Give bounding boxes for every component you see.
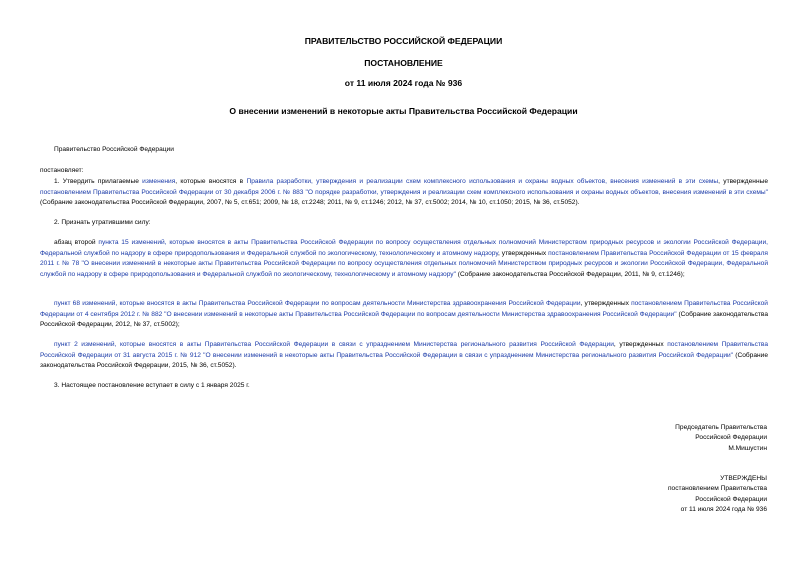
paragraph-3: 3. Настоящее постановление вступает в силу с 1 января 2025 г. xyxy=(54,382,250,389)
link-postanovlenie-882[interactable]: постановлением Правительства Российской Федерации от 4 сентября 2012 г. № 882 "О внесении изменений в некоторые акты Правительства Российской Федерации по вопросам деятельности Министерства здравоохранения Российской Федерации" xyxy=(40,300,768,318)
link-izmeneniya[interactable]: изменения xyxy=(142,178,176,185)
signature-block xyxy=(675,423,767,454)
approved-date: от 11 июля 2024 года № 936 xyxy=(680,506,767,514)
link-punkt-68[interactable]: пункт 68 изменений, которые вносятся в акты Правительства Российской Федерации по вопросам деятельности Министерства здравоохранения Российской Федерации xyxy=(54,300,581,307)
paragraph-2a: абзац второй пункта 15 изменений, которые вносятся в акты Правительства Российской Федерации по вопросу осуществления отдельных полномочий Министерством природных ресурсов и экологии Российской Федерации, Федеральной службой по надзору в сфере природопользования и Федеральной службой по экологическому, технологическому и атомному надзору, утвержденных постановлением Правительства Российской Федерации от 15 февраля 2011 г. № 78 "О внесении изменений в некоторые акты Правительства Российской Федерации по вопросу осуществления отдельных полномочий Министерством природных ресурсов и экологии Российской Федерации, Федеральной службой по надзору в сфере природопользования и Федеральной службой по экологическому, технологическому и атомному надзору" (Собрание законодательства Российской Федерации, 2011, № 9, ст.1246); xyxy=(40,239,769,278)
approved-block xyxy=(668,474,767,516)
approved-organization: Российской Федерации xyxy=(695,495,767,503)
link-postanovlenie-78[interactable]: постановлением Правительства Российской Федерации от 15 февраля 2011 г. № 78 "О внесении изменений в некоторые акты Правительства Российской Федерации по вопросу осуществления отдельных полномочий Министерством природных ресурсов и экологии Российской Федерации, Федеральной службой по надзору в сфере природопользования и Федеральной службой по экологическому, технологическому и атомному надзору" xyxy=(40,249,768,278)
approved-by: постановлением Правительства xyxy=(667,485,767,493)
paragraph-2c: пункт 2 изменений, которые вносятся в акты Правительства Российской Федерации в связи с упразднением Министерства регионального развития Российской Федерации, утвержденных постановлением Правительства Российской Федерации от 31 августа 2015 г. № 912 "О внесении изменений в некоторые акты Правительства Российской Федерации в связи с упразднением Министерства регионального развития Российской Федерации" (Собрание законодательства Российской Федерации, 2015, № 36, ст.5052). xyxy=(40,341,769,370)
intro-text: Правительство Российской Федерации xyxy=(54,146,174,153)
signature-name: М.Мишустин xyxy=(728,444,767,452)
signature-organization: Российской Федерации xyxy=(695,434,767,442)
document-type: ПОСТАНОВЛЕНИЕ xyxy=(364,58,443,68)
link-postanovlenie-912[interactable]: постановлением Правительства Российской Федерации от 31 августа 2015 г. № 912 "О внесении изменений в некоторые акты Правительства Российской Федерации в связи с упразднением Министерства регионального развития Российской Федерации" xyxy=(40,341,769,359)
paragraph-2b: пункт 68 изменений, которые вносятся в акты Правительства Российской Федерации по вопросам деятельности Министерства здравоохранения Российской Федерации, утвержденных постановлением Правительства Российской Федерации от 4 сентября 2012 г. № 882 "О внесении изменений в некоторые акты Правительства Российской Федерации по вопросам деятельности Министерства здравоохранения Российской Федерации" (Собрание законодательства Российской Федерации, 2012, № 37, ст.5002); xyxy=(40,300,768,329)
link-postanovlenie-883[interactable]: постановлением Правительства Российской Федерации от 30 декабря 2006 г. № 883 "О порядке разработки, утверждения и реализации схем комплексного использования и охраны водных объектов, внесения изменений в эти схемы" xyxy=(40,188,768,196)
signature-position: Председатель Правительства xyxy=(675,424,767,431)
link-punkt-2[interactable]: пункт 2 изменений, которые вносятся в акты Правительства Российской Федерации в связи с упразднением Министерства регионального развития Российской Федерации xyxy=(54,341,614,348)
link-pravila[interactable]: Правила разработки, утверждения и реализации схем комплексного использования и охраны водных объектов, внесения изменений в эти схемы xyxy=(246,178,719,185)
link-punkt-15[interactable]: пункта 15 изменений, которые вносятся в акты Правительства Российской Федерации по вопросу осуществления отдельных полномочий Министерством природных ресурсов и экологии Российской Федерации, Федеральной службой по надзору в сфере природопользования и Федеральной службой по экологическому, технологическому и атомному надзору xyxy=(40,239,769,257)
approved-heading: УТВЕРЖДЕНЫ xyxy=(720,475,767,482)
paragraph-2: 2. Признать утратившими силу: xyxy=(54,219,151,226)
document-date-number: от 11 июля 2024 года № 936 xyxy=(344,78,463,88)
document-title: О внесении изменений в некоторые акты Правительства Российской Федерации xyxy=(229,106,578,116)
decides-text: постановляет: xyxy=(40,167,84,174)
government-heading: ПРАВИТЕЛЬСТВО РОССИЙСКОЙ ФЕДЕРАЦИИ xyxy=(304,36,503,46)
paragraph-1: 1. Утвердить прилагаемые изменения, которые вносятся в Правила разработки, утверждения и реализации схем комплексного использования и охраны водных объектов, внесения изменений в эти схемы, утвержденные постановлением Правительства Российской Федерации от 30 декабря 2006 г. № 883 "О порядке разработки, утверждения и реализации схем комплексного использования и охраны водных объектов, внесения изменений в эти схемы" (Собрание законодательства Российской Федерации, 2007, № 5, ст.651; 2009, № 18, ст.2248; 2011, № 9, ст.1246; 2012, № 37, ст.5002; 2014, № 10, ст.1050; 2015, № 36, ст.5052). xyxy=(40,178,768,207)
